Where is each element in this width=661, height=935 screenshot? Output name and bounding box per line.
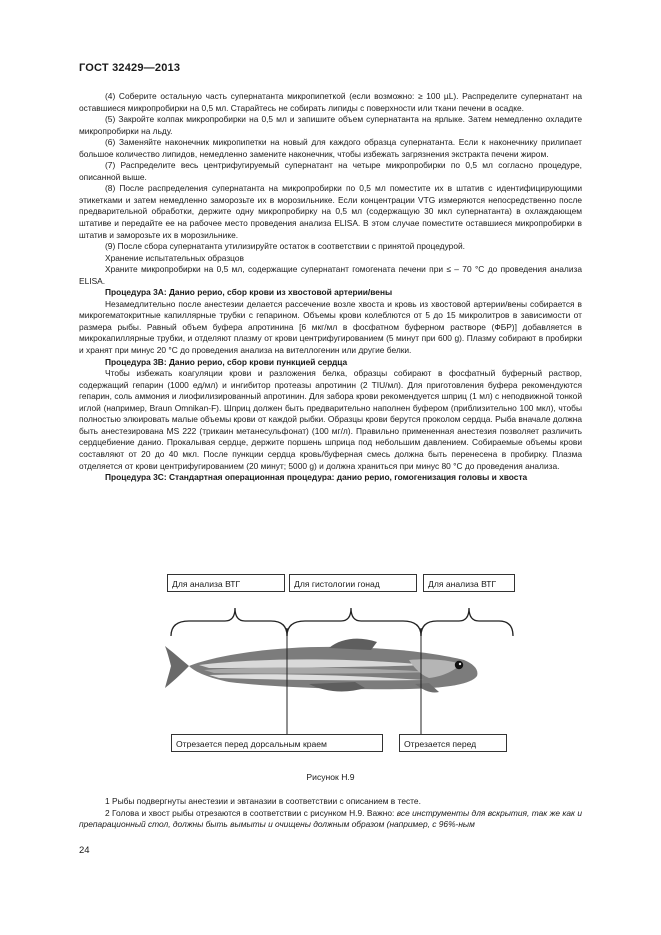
paragraph-step-4: (4) Соберите остальную часть супернатанта микропипеткой (если возможно: ≥ 100 µL). Распределите супернатант на оставшиеся микропробирки на 0,5 мл. Старайтесь не собирать липиды с поверхности или ткани печени в осадке. xyxy=(79,91,582,113)
figure-caption: Рисунок Н.9 xyxy=(306,772,355,782)
body-text xyxy=(79,91,582,484)
label-cut-dorsal: Отрезается перед дорсальным краем xyxy=(171,734,383,752)
standard-header: ГОСТ 32429—2013 xyxy=(79,62,181,74)
figure-fish-dissection xyxy=(79,566,582,766)
paragraph-procedure-3b: Чтобы избежать коагуляции крови и разложения белка, образцы собирают в фосфатный буферный раствор, содержащий гепарин (1000 ед/мл) и ингибитор протеазы апротинин (2 TIU/мл). Для приготовления буфера рекомендуются гепарин, соль аммония и лиофилизированный апротинин. Для забора крови рекомендуется шприц (1 мл) с неподвижной тонкой иглой (например, Braun Omnikan-F). Шприц должен быть предварительно наполнен буфером (приблизительно 100 мкл), чтобы полностью элюировать малые объемы крови от каждой рыбки. Образцы крови берутся проколом сердца. Рыба вначале должна быть анестезирована MS 222 (трикаин метанесульфонат) (100 мг/л). Правильно примененная анестезия позволяет различить сердцебиение данио. Прокалывая сердце, держите поршень шприца под небольшим давлением. Собираемые объемы крови составляют от 20 до 40 мкл. После пункции сердца кровь/буферная смесь должна быть перенесена в пробирку. Плазма отделяется от крови центрифугированием (20 минут; 5000 g) и должна храниться при минус 80 °С до проведения анализа. xyxy=(79,368,582,471)
note-2-italic: все инструменты для вскрытия, так же как и препарационный стол, должны быть вымыты и очищены должным образом (например, с 96%-ным xyxy=(79,807,583,830)
paragraph-step-8: (8) После распределения супернатанта на микропробирки по 0,5 мл поместите их в штатив с идентифицирующими этикетками и затем немедленно заморозьте их в морозильнике. Если концентрации VTG измеряются непосредственно после предварительной обработки, держите одну микропробирку на 0,5 мл (содержащую 30 мкл супернатанта) в охлаждающем штативе и передайте ее на рабочее место проведения анализа ELISA. В этом случае поместите оставшиеся микропробирки в штатив и заморозьте их в морозильнике. xyxy=(79,183,582,240)
paragraph-step-7: (7) Распределите весь центрифугируемый супернатант на четыре микропробирки по 0,5 мл согласно процедуре, описанной выше. xyxy=(79,160,582,182)
paragraph-note-2 xyxy=(79,808,582,831)
paragraph-storage: Храните микропробирки на 0,5 мл, содержащие супернатант гомогената печени при ≤ – 70 °С до проведения анализа ELISA. xyxy=(79,264,582,286)
brace-trunk xyxy=(287,608,421,636)
label-cut-before: Отрезается перед xyxy=(399,734,507,752)
label-vtg-tail: Для анализа ВТГ xyxy=(423,574,515,592)
heading-procedure-3a: Процедура 3А: Данио рерио, сбор крови из хвостовой артерии/вены xyxy=(105,287,393,298)
label-vtg-head: Для анализа ВТГ xyxy=(167,574,285,592)
paragraph-procedure-3a: Незамедлительно после анестезии делается рассечение возле хвоста и кровь из хвостовой артерии/вены собирается в микрогематокритные капиллярные трубки с гепарином. Объемы крови колеблются от 5 до 15 микролитров в зависимости от размера рыбы. Равный объем буфера апротинина [6 мкг/мл в фосфатном буферном растворе (ФБР)] добавляется в микрокапиллярные трубки, и отделяют плазму от крови центрифугированием (5 минут при 600 g). Плазму собирают в пробирки и хранят при минус 20 °С до проведения анализа на вителлогенин или другие белки. xyxy=(79,298,582,356)
paragraph-step-5: (5) Закройте колпак микропробирки на 0,5 мл и запишите объем супернатанта на ярлыке. Затем немедленно охладите микропробирки на льду. xyxy=(79,114,582,136)
footer-text xyxy=(79,796,582,831)
note-2-start: 2 Голова и хвост рыбы отрезаются в соответствии с рисунком Н.9. Важно: xyxy=(105,807,397,818)
brace-head xyxy=(171,608,287,636)
heading-storage: Хранение испытательных образцов xyxy=(105,252,244,263)
heading-procedure-3c: Процедура 3С: Стандартная операционная процедура: данио рерио, гомогенизация головы и хвоста xyxy=(105,472,528,483)
paragraph-step-6: (6) Заменяйте наконечник микропипетки на новый для каждого образца супернатанта. Если к наконечнику прилипает большое количество липидов, немедленно замените наконечник, чтобы избежать загрязнения экстракта печени жиром. xyxy=(79,137,582,159)
heading-procedure-3b: Процедура 3В: Данио рерио, сбор крови пункцией сердца xyxy=(105,356,348,367)
brace-tail xyxy=(421,608,513,636)
label-gonad-histology: Для гистологии гонад xyxy=(289,574,417,592)
page-number: 24 xyxy=(79,845,90,856)
paragraph-note-1: 1 Рыбы подвергнуты анестезии и эвтаназии в соответствии с описанием в тесте. xyxy=(105,796,421,806)
zebrafish-image xyxy=(165,639,477,693)
paragraph-step-9: (9) После сбора супернатанта утилизируйте остаток в соответствии с принятой процедурой. xyxy=(105,241,465,252)
